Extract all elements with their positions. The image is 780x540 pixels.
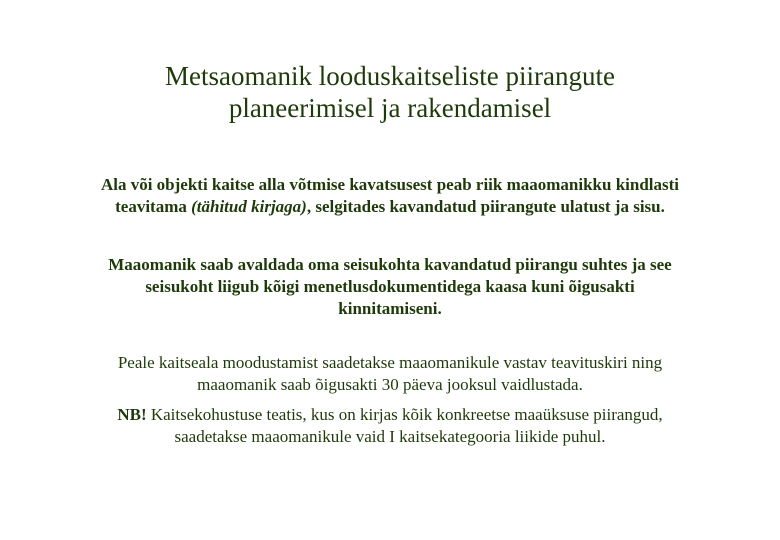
paragraph-notice-letter xyxy=(30,352,750,396)
paragraph-line: kinnitamiseni. xyxy=(338,299,442,318)
paragraph-line xyxy=(30,404,750,426)
page-title xyxy=(40,60,740,124)
italic-note: (tähitud kirjaga) xyxy=(191,197,307,216)
paragraph-line: maaomanik saab õigusakti 30 päeva jooksul vaidlustada. xyxy=(197,375,583,394)
paragraph-line: saadetakse maaomanikule vaid I kaitsekategooria liikide puhul. xyxy=(174,427,606,446)
paragraph-nb-note xyxy=(30,404,750,448)
title-line-1: Metsaomanik looduskaitseliste piirangute xyxy=(165,61,615,91)
paragraph-line: Peale kaitseala moodustamist saadetakse maaomanikule vastav teavituskiri ning xyxy=(117,353,663,372)
paragraph-line: Maaomanik saab avaldada oma seisukohta kavandatud piirangu suhtes ja see xyxy=(108,255,672,274)
text-segment: teavitama xyxy=(115,197,192,216)
paragraph-line: Ala või objekti kaitse alla võtmise kavatsusest peab riik maaomanikku kindlasti xyxy=(100,175,680,194)
text-segment: Kaitsekohustuse teatis, kus on kirjas kõik konkreetse maaüksuse piirangud, xyxy=(146,405,663,424)
nb-label: NB! xyxy=(117,405,147,424)
paragraph-line xyxy=(30,196,750,218)
text-segment: , selgitades kavandatud piirangute ulatust ja sisu. xyxy=(306,197,665,216)
title-line-2: planeerimisel ja rakendamisel xyxy=(228,93,552,123)
paragraph-notification xyxy=(30,174,750,218)
paragraph-owner-opinion xyxy=(30,254,750,320)
paragraph-line: seisukoht liigub kõigi menetlusdokumentidega kaasa kuni õigusakti xyxy=(145,277,635,296)
